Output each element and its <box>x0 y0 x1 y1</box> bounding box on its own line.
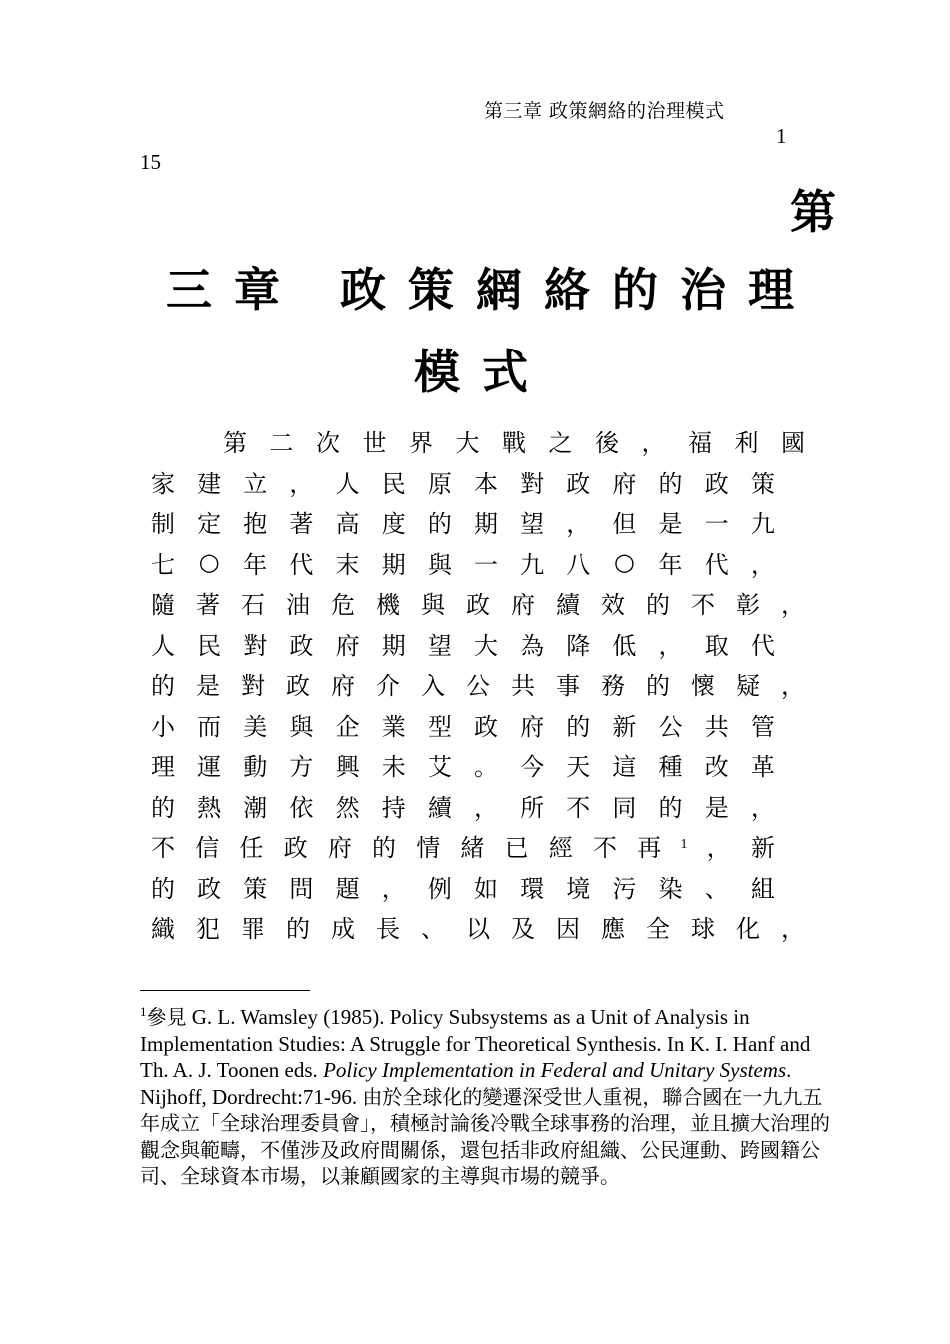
body-char: 的 <box>427 509 452 538</box>
body-char: 後 <box>595 428 619 457</box>
body-char: 第 <box>223 428 247 457</box>
body-char: 民 <box>381 469 406 498</box>
body-char: 政 <box>289 631 314 660</box>
body-line <box>150 585 806 619</box>
body-char: 未 <box>381 752 406 781</box>
footnote <box>140 999 830 1190</box>
body-char: 業 <box>381 712 406 741</box>
body-char: 的 <box>372 833 397 862</box>
body-char: 府 <box>612 469 637 498</box>
footnote-citation: G. L. Wamsley (1985). Policy Subsystems as a Unit of Analysis in Implementation Studies: A Struggle for Theoretical Synthesis. In K. I. Hanf and Th. A. J. Toonen eds. <box>140 1005 811 1082</box>
body-char: 罪 <box>241 914 265 943</box>
body-char: 府 <box>520 712 545 741</box>
body-char: 的 <box>151 874 175 903</box>
body-char: 依 <box>289 793 314 822</box>
body-line <box>222 423 806 457</box>
body-char: 企 <box>335 712 360 741</box>
body-char: 之 <box>548 428 573 457</box>
body-char: 運 <box>197 752 222 781</box>
body-char: 經 <box>548 833 573 862</box>
body-char: 動 <box>243 752 268 781</box>
body-line <box>150 869 776 903</box>
chapter-title-first-char: 第 <box>790 185 836 239</box>
body-char: 界 <box>409 428 433 457</box>
body-char: 府 <box>331 671 355 700</box>
body-char: 對 <box>241 671 265 700</box>
body-char: 世 <box>362 428 387 457</box>
body-char: 的 <box>658 469 683 498</box>
body-char: 熱 <box>197 793 222 822</box>
body-line <box>150 626 776 660</box>
body-char: 機 <box>376 590 400 619</box>
body-char: 福 <box>688 428 712 457</box>
body-char: 然 <box>335 793 360 822</box>
body-char: ， <box>781 590 805 619</box>
body-char: 效 <box>601 590 625 619</box>
body-char: 低 <box>612 631 637 660</box>
body-char: 危 <box>331 590 355 619</box>
body-char: 因 <box>556 914 580 943</box>
body-char: 共 <box>511 671 535 700</box>
body-line <box>150 788 776 822</box>
body-char: 策 <box>750 469 775 498</box>
body-line <box>150 666 806 700</box>
body-char: 及 <box>511 914 535 943</box>
body-char: 化 <box>736 914 760 943</box>
body-char: 小 <box>151 712 175 741</box>
body-char: 例 <box>427 874 452 903</box>
footnote-book-title: Policy Implementation in Federal and Unitary Systems <box>323 1058 787 1082</box>
body-char: 所 <box>520 793 545 822</box>
body-char: 公 <box>658 712 683 741</box>
body-char: 高 <box>335 509 360 538</box>
body-char: 家 <box>151 469 175 498</box>
page-number-right: 1 <box>776 124 787 148</box>
body-char: ○ <box>613 548 635 576</box>
body-char: 同 <box>612 793 637 822</box>
body-char: 興 <box>335 752 360 781</box>
body-char: 型 <box>427 712 452 741</box>
body-char: ， <box>706 833 731 862</box>
body-char: ， <box>641 428 666 457</box>
body-char: 政 <box>286 671 310 700</box>
body-char: 政 <box>466 590 490 619</box>
body-char: 情 <box>416 833 441 862</box>
body-char: 望 <box>520 509 545 538</box>
body-char: 制 <box>151 509 175 538</box>
body-char: 末 <box>335 550 360 579</box>
body-line <box>150 545 776 579</box>
body-line <box>150 828 776 862</box>
body-char: 降 <box>566 631 591 660</box>
body-char: 今 <box>520 752 545 781</box>
body-char: 原 <box>427 469 452 498</box>
body-char: 但 <box>612 509 637 538</box>
body-char: 種 <box>658 752 683 781</box>
body-char: 民 <box>197 631 222 660</box>
body-char: 方 <box>289 752 314 781</box>
body-char: 望 <box>427 631 452 660</box>
body-char: 代 <box>750 631 775 660</box>
body-char: 信 <box>195 833 220 862</box>
body-char: 對 <box>520 469 545 498</box>
body-char: 全 <box>646 914 670 943</box>
body-char: 府 <box>511 590 535 619</box>
body-char: 如 <box>473 874 498 903</box>
body-char: 環 <box>520 874 545 903</box>
body-char: 對 <box>243 631 268 660</box>
body-char: 織 <box>151 914 175 943</box>
body-char: 隨 <box>151 590 175 619</box>
body-char: 組 <box>750 874 775 903</box>
body-char: 這 <box>612 752 637 781</box>
body-char: ， <box>781 914 805 943</box>
body-char: ， <box>289 469 314 498</box>
body-char: ， <box>750 793 775 822</box>
body-char: 建 <box>197 469 222 498</box>
body-char: 油 <box>286 590 310 619</box>
body-line <box>150 707 776 741</box>
body-char: 一 <box>704 509 729 538</box>
body-char: 公 <box>466 671 490 700</box>
body-char: ， <box>381 874 406 903</box>
body-char: 理 <box>151 752 175 781</box>
body-char: 期 <box>381 631 406 660</box>
body-char: 次 <box>316 428 340 457</box>
body-char: 利 <box>734 428 759 457</box>
running-header: 第三章 政策網絡的治理模式 <box>484 100 725 122</box>
body-char: 的 <box>286 914 310 943</box>
chapter-title-line-2: 模式 <box>414 345 550 399</box>
body-char: 政 <box>473 712 498 741</box>
body-char: 立 <box>243 469 268 498</box>
body-line <box>150 909 806 943</box>
body-char: 入 <box>421 671 445 700</box>
footnote-reference[interactable]: 1 <box>680 837 688 852</box>
body-char: 任 <box>239 833 264 862</box>
body-char: 的 <box>151 671 175 700</box>
body-char: 政 <box>566 469 591 498</box>
body-char: 代 <box>704 550 729 579</box>
body-line <box>150 464 776 498</box>
body-char: 大 <box>473 631 498 660</box>
body-char: 人 <box>151 631 175 660</box>
footnote-marker: 1 <box>140 1004 147 1019</box>
body-char: 管 <box>750 712 775 741</box>
body-char: 年 <box>658 550 683 579</box>
body-char: 是 <box>704 793 729 822</box>
body-char: 事 <box>556 671 580 700</box>
body-char: ， <box>658 631 683 660</box>
page-number-left: 15 <box>140 150 161 174</box>
body-char: 境 <box>566 874 591 903</box>
body-char: 二 <box>269 428 294 457</box>
body-char: 而 <box>197 712 222 741</box>
body-char: ○ <box>198 548 220 576</box>
body-char: 艾 <box>427 752 452 781</box>
footnote-lead: 參見 <box>146 1005 187 1029</box>
chapter-title-line-1: 三章 政策網絡的治理 <box>166 263 817 317</box>
body-char: 革 <box>750 752 775 781</box>
body-line <box>150 504 776 538</box>
body-char: 介 <box>376 671 400 700</box>
body-char: 犯 <box>196 914 220 943</box>
body-char: 與 <box>421 590 445 619</box>
body-char: 為 <box>520 631 545 660</box>
body-char: 持 <box>381 793 406 822</box>
body-char: 人 <box>335 469 360 498</box>
body-char: 是 <box>196 671 220 700</box>
body-char: 共 <box>704 712 729 741</box>
body-char: 再 <box>637 833 662 862</box>
body-char: 問 <box>289 874 314 903</box>
body-char: 不 <box>691 590 715 619</box>
body-char: 天 <box>566 752 591 781</box>
body-char: 七 <box>151 550 175 579</box>
body-char: 應 <box>601 914 625 943</box>
body-char: 的 <box>646 590 670 619</box>
body-char: 疑 <box>736 671 760 700</box>
body-char: 的 <box>658 793 683 822</box>
body-char: 球 <box>691 914 715 943</box>
body-char: 長 <box>376 914 400 943</box>
body-char: 九 <box>750 509 775 538</box>
body-char: 石 <box>241 590 265 619</box>
body-char: ， <box>781 671 805 700</box>
body-char: 題 <box>335 874 360 903</box>
body-char: 不 <box>566 793 591 822</box>
body-char: 本 <box>473 469 498 498</box>
body-char: 彰 <box>736 590 760 619</box>
body-char: 八 <box>566 550 591 579</box>
body-char: 抱 <box>243 509 268 538</box>
body-char: 戰 <box>502 428 526 457</box>
body-char: 污 <box>612 874 637 903</box>
body-char: 新 <box>612 712 637 741</box>
body-char: 的 <box>646 671 670 700</box>
body-char: 政 <box>197 874 222 903</box>
body-char: 、 <box>704 874 729 903</box>
body-char: 期 <box>381 550 406 579</box>
body-char: 期 <box>473 509 498 538</box>
body-char: 新 <box>750 833 775 862</box>
body-char: 改 <box>704 752 729 781</box>
body-char: 續 <box>556 590 580 619</box>
body-char: 。 <box>473 752 498 781</box>
body-char: ， <box>473 793 498 822</box>
body-char: 以 <box>466 914 490 943</box>
body-char: ， <box>750 550 775 579</box>
footnote-rule <box>140 990 310 991</box>
body-char: 與 <box>427 550 452 579</box>
body-char: 已 <box>504 833 529 862</box>
body-char: 政 <box>283 833 308 862</box>
body-char: 著 <box>196 590 220 619</box>
body-char: 九 <box>520 550 545 579</box>
body-char: 代 <box>289 550 314 579</box>
body-char: 是 <box>658 509 683 538</box>
body-char: 緒 <box>460 833 485 862</box>
body-char: 不 <box>593 833 618 862</box>
body-char: 策 <box>243 874 268 903</box>
body-char: 的 <box>566 712 591 741</box>
body-char: 大 <box>455 428 480 457</box>
footnote-note-text: 由於全球化的變遷深受世人重視，聯合國在一九九五年成立「全球治理委員會」，積極討論後冷戰全球事務的治理，並且擴大治理的觀念與範疇，不僅涉及政府間關係，還包括非政府組織、公民運動、跨國籍公司、全球資本市場，以兼顧國家的主導與市場的競爭。 <box>140 1084 830 1188</box>
body-line <box>150 747 776 781</box>
body-char: 取 <box>704 631 729 660</box>
body-char: 著 <box>289 509 314 538</box>
body-char: 府 <box>327 833 352 862</box>
body-char: 府 <box>335 631 360 660</box>
body-char: 美 <box>243 712 268 741</box>
body-char: 國 <box>781 428 805 457</box>
body-char: 成 <box>331 914 355 943</box>
body-char: 的 <box>151 793 175 822</box>
body-char: ， <box>566 509 591 538</box>
body-char: 與 <box>289 712 314 741</box>
footnote-citation-end: . Nijhoff, Dordrecht:71-96. <box>140 1058 792 1109</box>
body-char: 一 <box>473 550 498 579</box>
body-char: 不 <box>151 833 175 862</box>
body-char: 度 <box>381 509 406 538</box>
body-char: 潮 <box>243 793 268 822</box>
body-char: 染 <box>658 874 683 903</box>
body-char: 年 <box>243 550 268 579</box>
body-char: 政 <box>704 469 729 498</box>
body-char: 務 <box>601 671 625 700</box>
body-char: 續 <box>427 793 452 822</box>
body-char: 、 <box>421 914 445 943</box>
body-char: 懷 <box>691 671 715 700</box>
body-char: 定 <box>197 509 222 538</box>
